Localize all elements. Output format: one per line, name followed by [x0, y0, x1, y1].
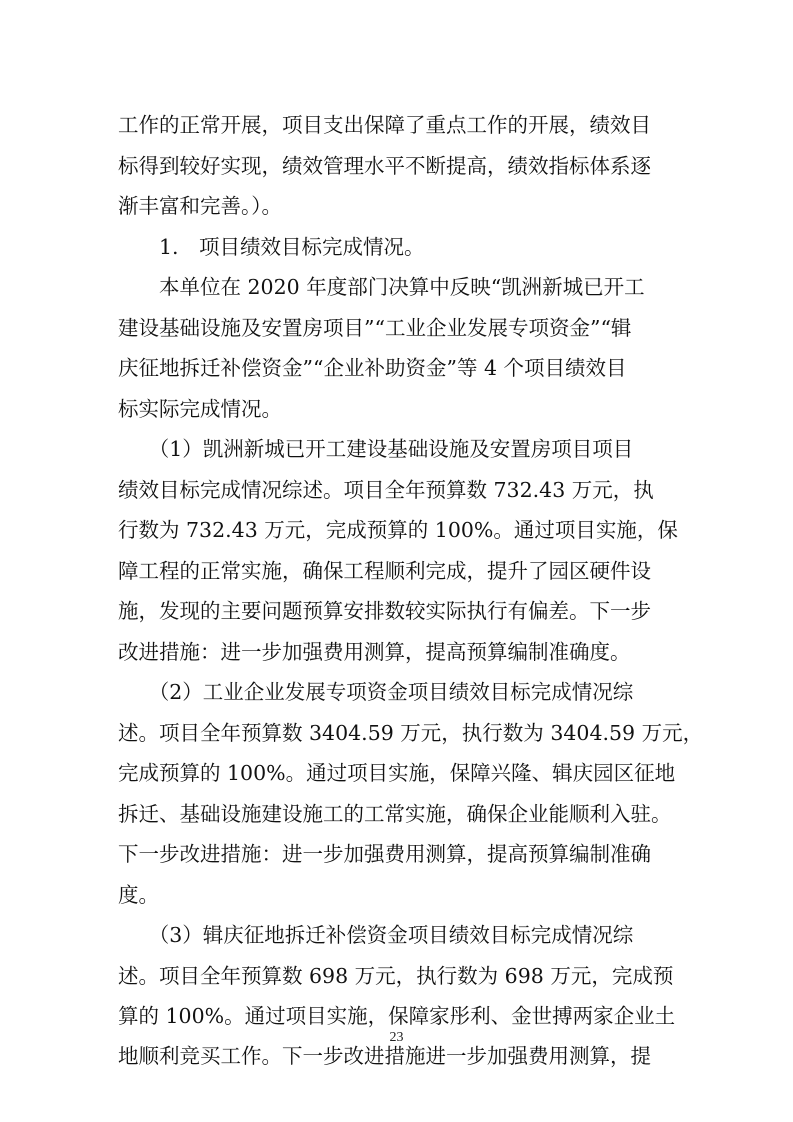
text-line: 完成预算的 100%。通过项目实施，保障兴隆、辑庆园区征地 — [118, 761, 676, 785]
text-line: 行数为 732.43 万元，完成预算的 100%。通过项目实施，保 — [118, 518, 678, 542]
text-line: 标得到较好实现，绩效管理水平不断提高，绩效指标体系逐 — [118, 153, 651, 178]
text-line: 地顺利竞买工作。下一步改进措施进一步加强费用测算，提 — [118, 1044, 651, 1068]
text-line: 下一步改进措施：进一步加强费用测算，提高预算编制准确 — [118, 842, 651, 866]
text-line: 算的 100%。通过项目实施，保障家彤利、金世搏两家企业土 — [118, 1004, 676, 1028]
text-line: 述。项目全年预算数 698 万元，执行数为 698 万元，完成预 — [118, 963, 674, 988]
text-line: 庆征地拆迁补偿资金”“企业补助资金”等 4 个项目绩效目 — [118, 356, 627, 380]
text-line: 渐丰富和完善。）。 — [118, 194, 282, 218]
text-line: 障工程的正常实施，确保工程顺利完成，提升了园区硬件设 — [118, 558, 651, 583]
text-line: 工作的正常开展，项目支出保障了重点工作的开展，绩效目 — [118, 113, 651, 137]
section-heading: 1. 项目绩效目标完成情况。 — [118, 234, 425, 259]
text-line: 本单位在 2020 年度部门决算中反映“凯洲新城已开工 — [118, 275, 645, 299]
text-line: 拆迁、基础设施建设施工的工常实施，确保企业能顺利入驻。 — [118, 801, 672, 826]
text-line: 施，发现的主要问题预算安排数较实际执行有偏差。下一步 — [118, 599, 651, 623]
text-line: 改进措施：进一步加强费用测算，提高预算编制准确度。 — [118, 639, 631, 664]
text-line: 建设基础设施及安置房项目”“工业企业发展专项资金”“辑 — [118, 315, 632, 340]
text-line: 标实际完成情况。 — [118, 396, 282, 421]
text-line: （1）凯洲新城已开工建设基础设施及安置房项目项目 — [118, 437, 634, 461]
text-line: 绩效目标完成情况综述。项目全年预算数 732.43 万元，执 — [118, 477, 654, 502]
text-line: 述。项目全年预算数 3404.59 万元，执行数为 3404.59 万元， — [118, 720, 704, 745]
page-number: 23 — [389, 1030, 404, 1045]
text-line: （2）工业企业发展专项资金项目绩效目标完成情况综 — [118, 680, 634, 704]
text-line: 度。 — [118, 882, 159, 907]
text-line: （3）辑庆征地拆迁补偿资金项目绩效目标完成情况综 — [118, 923, 634, 947]
